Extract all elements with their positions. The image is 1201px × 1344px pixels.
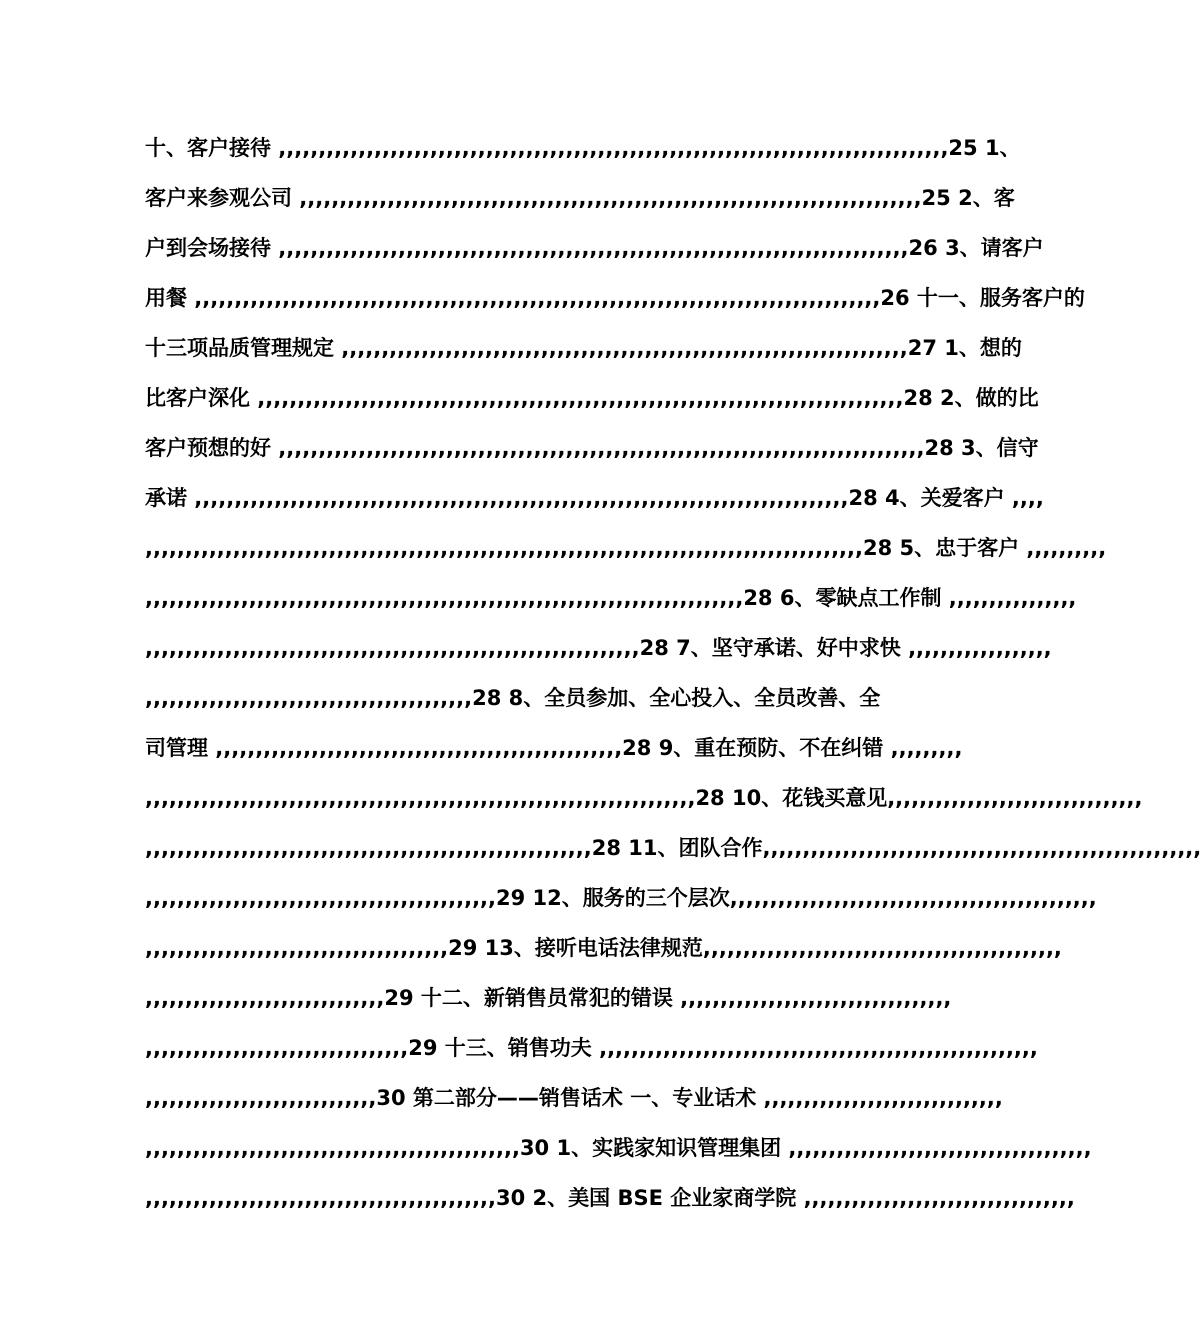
toc-line: ,,,,,,,,,,,,,,,,,,,,,,,,,,,,,30 第二部分——销售话术 一、专业话术 ,,,,,,,,,,,,,,,,,,,,,,,,,,,,,, bbox=[145, 1086, 1003, 1110]
toc-line: 比客户深化 ,,,,,,,,,,,,,,,,,,,,,,,,,,,,,,,,,,,,,,,,,,,,,,,,,,,,,,,,,,,,,,,,,,,,,,,,,,,,,,,,,28 2、做的比 bbox=[145, 386, 1039, 410]
toc-line: 客户来参观公司 ,,,,,,,,,,,,,,,,,,,,,,,,,,,,,,,,,,,,,,,,,,,,,,,,,,,,,,,,,,,,,,,,,,,,,,,,,,,,,,25 2、客 bbox=[145, 186, 1015, 210]
toc-line: ,,,,,,,,,,,,,,,,,,,,,,,,,,,,,,,,,,,,,,29 13、接听电话法律规范,,,,,,,,,,,,,,,,,,,,,,,,,,,,,,,,,,,,,,,,,,,,, bbox=[145, 936, 1062, 960]
toc-line: 十、客户接待 ,,,,,,,,,,,,,,,,,,,,,,,,,,,,,,,,,,,,,,,,,,,,,,,,,,,,,,,,,,,,,,,,,,,,,,,,,,,,,,,,,,,,25 1、 bbox=[145, 136, 1021, 160]
toc-line: 十三项品质管理规定 ,,,,,,,,,,,,,,,,,,,,,,,,,,,,,,,,,,,,,,,,,,,,,,,,,,,,,,,,,,,,,,,,,,,,,,,27 1、想的 bbox=[145, 336, 1022, 360]
toc-line: ,,,,,,,,,,,,,,,,,,,,,,,,,,,,,,,,,,,,,,,,,,,,29 12、服务的三个层次,,,,,,,,,,,,,,,,,,,,,,,,,,,,,,,,,,,,,,,,,,,,,, bbox=[145, 886, 1097, 910]
toc-line: ,,,,,,,,,,,,,,,,,,,,,,,,,,,,,,,,,,,,,,,,,,,,,,,,,,,,,,,,,,,,,,,,,,,,,28 10、花钱买意见,,,,,,,,,,,,,,,,,,,,,,,,,,,,,,,, bbox=[145, 786, 1143, 810]
toc-line: ,,,,,,,,,,,,,,,,,,,,,,,,,,,,,,,,,,,,,,,,,,,,,,,,,,,,,,,,,,,,,,,,,,,,,,,,,,,28 6、零缺点工作制 ,,,,,,,,,,,,,,,, bbox=[145, 586, 1077, 610]
toc-line: ,,,,,,,,,,,,,,,,,,,,,,,,,,,,,,,,,,,,,,,,,,,,,,,,,,,,,,,,28 11、团队合作,,,,,,,,,,,,,,,,,,,,,,,,,,,,,,,,,,,,,,,,,,,,,,,,,,,,,,, bbox=[145, 836, 1201, 860]
toc-line: 司管理 ,,,,,,,,,,,,,,,,,,,,,,,,,,,,,,,,,,,,,,,,,,,,,,,,,,,28 9、重在预防、不在纠错 ,,,,,,,,, bbox=[145, 736, 963, 760]
toc-line: ,,,,,,,,,,,,,,,,,,,,,,,,,,,,,,29 十二、新销售员常犯的错误 ,,,,,,,,,,,,,,,,,,,,,,,,,,,,,,,,,, bbox=[145, 986, 952, 1010]
toc-line: ,,,,,,,,,,,,,,,,,,,,,,,,,,,,,,,,,,,,,,,,,,,,,,,,,,,,,,,,,,,,,,,,,,,,,,,,,,,,,,,,,,,,,,,,,,28 5、忠于客户 ,,,,,,,,,, bbox=[145, 536, 1107, 560]
toc-line: ,,,,,,,,,,,,,,,,,,,,,,,,,,,,,,,,,,,,,,,,,28 8、全员参加、全心投入、全员改善、全 bbox=[145, 686, 881, 710]
toc-line: ,,,,,,,,,,,,,,,,,,,,,,,,,,,,,,,,,29 十三、销售功夫 ,,,,,,,,,,,,,,,,,,,,,,,,,,,,,,,,,,,,,,,,,,,,,,,,,,,,,,, bbox=[145, 1036, 1038, 1060]
toc-line: 客户预想的好 ,,,,,,,,,,,,,,,,,,,,,,,,,,,,,,,,,,,,,,,,,,,,,,,,,,,,,,,,,,,,,,,,,,,,,,,,,,,,,,,,,28 3、信守 bbox=[145, 436, 1039, 460]
toc-line: ,,,,,,,,,,,,,,,,,,,,,,,,,,,,,,,,,,,,,,,,,,,,,,,30 1、实践家知识管理集团 ,,,,,,,,,,,,,,,,,,,,,,,,,,,,,,,,,,,,,, bbox=[145, 1136, 1092, 1160]
toc-line: 承诺 ,,,,,,,,,,,,,,,,,,,,,,,,,,,,,,,,,,,,,,,,,,,,,,,,,,,,,,,,,,,,,,,,,,,,,,,,,,,,,,,,,,28 4、关爱客户 ,,,, bbox=[145, 486, 1044, 510]
toc-line: 户到会场接待 ,,,,,,,,,,,,,,,,,,,,,,,,,,,,,,,,,,,,,,,,,,,,,,,,,,,,,,,,,,,,,,,,,,,,,,,,,,,,,,,26 3、请客户 bbox=[145, 236, 1044, 260]
table-of-contents bbox=[145, 128, 1201, 1228]
toc-line: 用餐 ,,,,,,,,,,,,,,,,,,,,,,,,,,,,,,,,,,,,,,,,,,,,,,,,,,,,,,,,,,,,,,,,,,,,,,,,,,,,,,,,,,,,,,26 十一、服务客户的 bbox=[145, 286, 1085, 310]
toc-line: ,,,,,,,,,,,,,,,,,,,,,,,,,,,,,,,,,,,,,,,,,,,,,,,,,,,,,,,,,,,,,,28 7、坚守承诺、好中求快 ,,,,,,,,,,,,,,,,,, bbox=[145, 636, 1052, 660]
toc-line: ,,,,,,,,,,,,,,,,,,,,,,,,,,,,,,,,,,,,,,,,,,,,30 2、美国 BSE 企业家商学院 ,,,,,,,,,,,,,,,,,,,,,,,,,,,,,,,,,, bbox=[145, 1186, 1075, 1210]
